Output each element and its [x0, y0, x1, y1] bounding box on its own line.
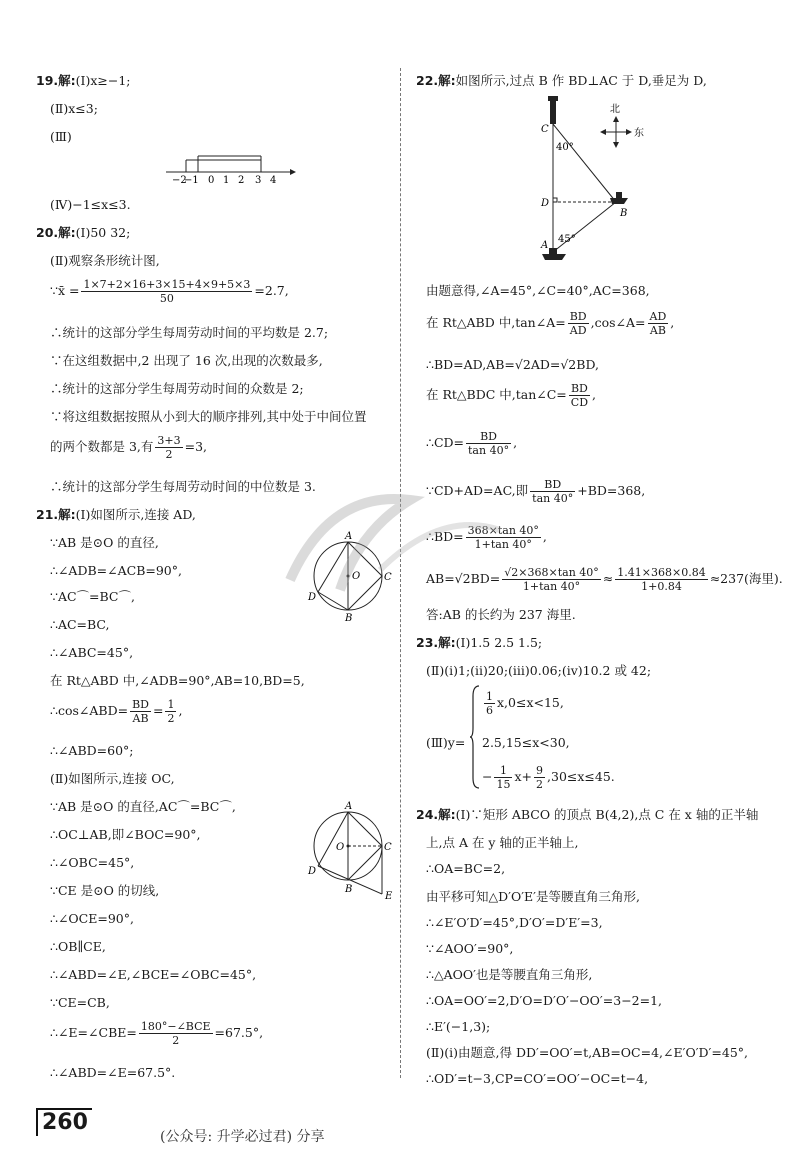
svg-text:D: D	[308, 866, 317, 877]
q24-line3: ∴OA=BC=2,	[426, 861, 506, 876]
svg-text:A: A	[541, 240, 549, 251]
q22-line10: 答:AB 的长约为 237 海里.	[426, 607, 576, 622]
q21-line5: ∴AC=BC,	[50, 617, 110, 632]
q19-line2: (Ⅱ)x≤3;	[50, 101, 98, 116]
q20-line1: 20.解:(Ⅰ)50 32;	[36, 225, 131, 240]
q23-case2: 2.5,15≤x<30,	[482, 735, 570, 750]
svg-text:B: B	[345, 613, 353, 622]
svg-text:O: O	[336, 842, 345, 853]
q21-line13: ∴∠OBC=45°,	[50, 855, 135, 870]
svg-text:A: A	[345, 531, 353, 542]
q24-line5: ∴∠E′O′D′=45°,D′O′=D′E′=3,	[426, 915, 603, 930]
q19-line1: 19.解:(Ⅰ)x≥−1;	[36, 73, 131, 88]
circle-figure-2	[306, 800, 396, 900]
svg-text:C: C	[384, 842, 392, 853]
q23-line1: 23.解:(Ⅰ)1.5 2.5 1.5;	[416, 635, 543, 650]
q24-line4: 由平移可知△D′O′E′是等腰直角三角形,	[426, 889, 640, 904]
q21-line20: ∴∠ABD=∠E=67.5°.	[50, 1065, 176, 1080]
q21-line19: ∴∠E=∠CBE= $\frac{\text{180°−∠BCE}}{2}$ =67.5°,	[50, 1020, 264, 1047]
q20-line8: 的两个数都是 3,有 $\frac{3+3}{2}$ =3,	[50, 434, 208, 461]
svg-text:B: B	[620, 208, 628, 219]
svg-text:B: B	[345, 884, 353, 895]
q22-line4: ∴BD=AD,AB=√2AD=√2BD,	[426, 357, 599, 372]
q22-line7: ∵CD+AD=AC,即 $\frac{BD}{\tan 40^\circ}$ +BD=368,	[426, 478, 646, 505]
q24-line2: 上,点 A 在 y 轴的正半轴上,	[426, 835, 579, 850]
footer-credit: (公众号: 升学必过君) 分享	[160, 1129, 325, 1145]
svg-text:C: C	[384, 572, 392, 583]
q20-line4: ∴统计的这部分学生每周劳动时间的平均数是 2.7;	[50, 325, 329, 340]
q23-case3: − $\frac{1}{15}$ x+ $\frac{9}{2}$ ,30≤x≤45.	[482, 764, 615, 791]
q24-line8: ∴OA=OO′=2,D′O=D′O′−OO′=3−2=1,	[426, 993, 663, 1008]
svg-text:A: A	[345, 801, 353, 812]
axis-tick: 3	[255, 175, 262, 186]
q20-line6: ∴统计的这部分学生每周劳动时间的众数是 2;	[50, 381, 304, 396]
svg-text:40°: 40°	[556, 142, 574, 153]
q20-line7: ∵将这组数据按照从小到大的顺序排列,其中处于中间位置	[50, 409, 367, 424]
q22-line6: ∴CD= $\frac{BD}{\tan 40^\circ}$ ,	[426, 430, 518, 457]
q22-line8: ∴BD= $\frac{368\times\tan 40^\circ}{1+\tan 40^\circ}$ ,	[426, 524, 547, 551]
q22-line1: 22.解:如图所示,过点 B 作 BD⊥AC 于 D,垂足为 D,	[416, 73, 707, 88]
q21-line10: (Ⅱ)如图所示,连接 OC,	[50, 771, 175, 786]
q24-line9: ∴E′(−1,3);	[426, 1019, 491, 1034]
navigation-figure	[532, 92, 662, 272]
q24-line1: 24.解:(Ⅰ)∵矩形 ABCO 的顶点 B(4,2),点 C 在 x 轴的正半轴	[416, 807, 759, 822]
svg-text:E: E	[385, 891, 393, 900]
q20-line9: ∴统计的这部分学生每周劳动时间的中位数是 3.	[50, 479, 316, 494]
q23-line3: (Ⅲ)y=	[426, 735, 466, 750]
svg-text:东: 东	[634, 128, 644, 139]
q21-line9: ∴∠ABD=60°;	[50, 743, 134, 758]
svg-text:O: O	[352, 571, 361, 582]
q21-line4: ∵AC⌒=BC⌒,	[50, 589, 135, 604]
q21-line2: ∵AB 是⊙O 的直径,	[50, 535, 159, 550]
q24-line7: ∴△AOO′也是等腰直角三角形,	[426, 967, 593, 982]
q21-line1: 21.解:(Ⅰ)如图所示,连接 AD,	[36, 507, 196, 522]
number-line-figure	[166, 150, 296, 186]
q21-line16: ∴OB∥CE,	[50, 939, 106, 954]
axis-tick: 0	[208, 175, 215, 186]
q19-line4: (Ⅳ)−1≤x≤3.	[50, 197, 131, 212]
axis-tick: −1	[184, 175, 199, 186]
page-number: 260	[36, 1108, 92, 1136]
axis-tick: 2	[238, 175, 245, 186]
q20-mean-formula: ∵x̄ = $\frac{1\times 7+2\times 16+3\times 15+4\times 9+5\times 3}{50}$ =2.7,	[50, 278, 289, 305]
q21-line15: ∴∠OCE=90°,	[50, 911, 134, 926]
q21-line7: 在 Rt△ABD 中,∠ADB=90°,AB=10,BD=5,	[50, 673, 305, 688]
svg-text:C: C	[541, 124, 549, 135]
q23-line2: (Ⅱ)(ⅰ)1;(ⅱ)20;(ⅲ)0.06;(ⅳ)10.2 或 42;	[426, 663, 652, 678]
q22-line9: AB=√2BD= $\frac{√2\times 368\times\tan 40^\circ}{1+\tan 40^\circ}$ ≈ $\frac{1.41\times 368\times 0.84}{1+0.84}$ ≈237(海里).	[426, 566, 783, 593]
piecewise-brace	[470, 684, 480, 790]
q22-line2: 由题意得,∠A=45°,∠C=40°,AC=368,	[426, 283, 650, 298]
q20-line5: ∵在这组数据中,2 出现了 16 次,出现的次数最多,	[50, 353, 323, 368]
q22-line3: 在 Rt△ABD 中,tan∠A= $\frac{BD}{AD}$ ,cos∠A= $\frac{AD}{AB}$ ,	[426, 310, 675, 337]
q24-line11: ∴OD′=t−3,CP=CO′=OO′−OC=t−4,	[426, 1071, 649, 1086]
q21-line3: ∴∠ADB=∠ACB=90°,	[50, 563, 182, 578]
watermark-logo	[270, 470, 510, 610]
svg-text:45°: 45°	[558, 234, 576, 245]
svg-text:北: 北	[610, 104, 620, 115]
q24-line6: ∵∠AOO′=90°,	[426, 941, 514, 956]
q21-line8: ∴cos∠ABD= $\frac{BD}{AB}$ = $\frac{1}{2}$ ,	[50, 698, 183, 725]
axis-tick: 4	[270, 175, 277, 186]
q24-line10: (Ⅱ)(ⅰ)由题意,得 DD′=OO′=t,AB=OC=4,∠E′O′D′=45°,	[426, 1045, 748, 1060]
q23-case1: $\frac{1}{6}$ x,0≤x<15,	[486, 690, 564, 717]
axis-tick: 1	[223, 175, 230, 186]
q21-line6: ∴∠ABC=45°,	[50, 645, 134, 660]
q20-line2: (Ⅱ)观察条形统计图,	[50, 253, 160, 268]
q21-line18: ∵CE=CB,	[50, 995, 110, 1010]
q21-line17: ∴∠ABD=∠E,∠BCE=∠OBC=45°,	[50, 967, 257, 982]
q21-line12: ∴OC⊥AB,即∠BOC=90°,	[50, 827, 201, 842]
q22-line5: 在 Rt△BDC 中,tan∠C= $\frac{BD}{CD}$ ,	[426, 382, 597, 409]
axis-tick: −2	[172, 175, 187, 186]
q21-line11: ∵AB 是⊙O 的直径,AC⌒=BC⌒,	[50, 799, 236, 814]
svg-text:D: D	[308, 592, 317, 603]
q21-line14: ∵CE 是⊙O 的切线,	[50, 883, 160, 898]
svg-text:D: D	[541, 198, 550, 209]
q19-line3: (Ⅲ)	[50, 129, 72, 144]
